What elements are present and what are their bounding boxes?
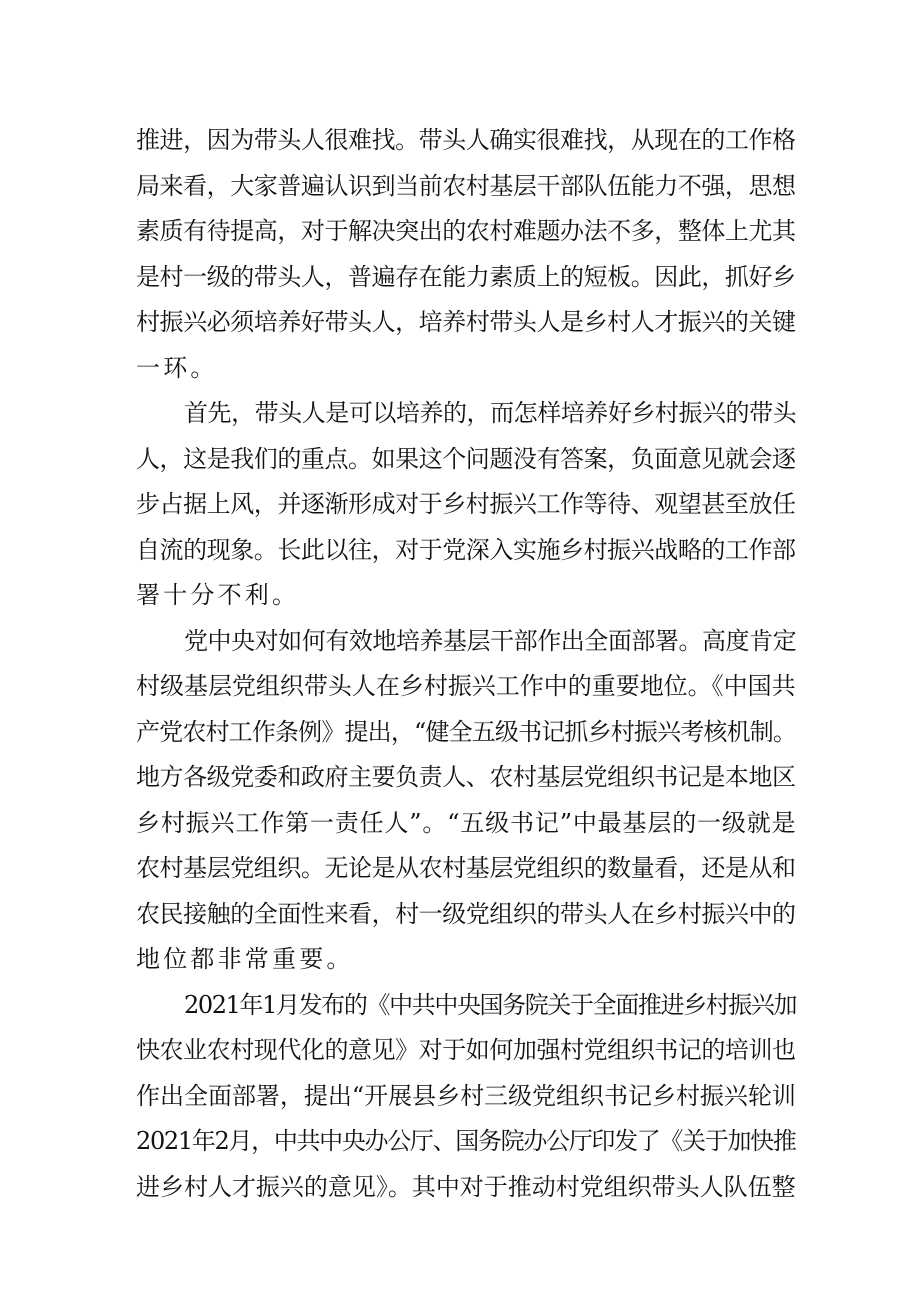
text-line: 乡村振兴工作第一责任人”。“五级书记”中最基层的一级就是 [136, 808, 797, 837]
text-line: 人，这是我们的重点。如果这个问题没有答案，负面意见就会逐 [136, 444, 796, 473]
text-line: 村级基层党组织带头人在乡村振兴工作中的重要地位。《中国共 [136, 672, 796, 700]
text-line: 步占据上风，并逐渐形成对于乡村振兴工作等待、观望甚至放任 [136, 490, 796, 518]
paragraph [136, 983, 796, 1211]
text-line: 党中央对如何有效地培养基层干部作出全面部署。高度肯定 [184, 626, 797, 655]
text-line: 自流的现象。长此以往，对于党深入实施乡村振兴战略的工作部 [136, 535, 796, 564]
paragraph [136, 619, 796, 983]
text-line: 是村一级的带头人，普遍存在能力素质上的短板。因此，抓好乡 [136, 262, 796, 291]
text-line: 署十分不利。 [136, 581, 300, 609]
text-line: 局来看，大家普遍认识到当前农村基层干部队伍能力不强，思想 [136, 171, 796, 200]
paragraph [136, 391, 796, 619]
paragraph [136, 118, 796, 391]
text-line: 2021年2月，中共中央办公厅、国务院办公厅印发了《关于加快推 [136, 1127, 796, 1155]
text-line: 农村基层党组织。无论是从农村基层党组织的数量看，还是从和 [136, 854, 796, 882]
text-line: 推进，因为带头人很难找。带头人确实很难找，从现在的工作格 [136, 126, 796, 154]
text-line: 一环。 [136, 353, 218, 382]
document-body [136, 118, 796, 1210]
text-line: 地位都非常重要。 [136, 945, 354, 973]
text-line: 首先，带头人是可以培养的，而怎样培养好乡村振兴的带头 [184, 399, 797, 427]
text-line: 农民接触的全面性来看，村一级党组织的带头人在乡村振兴中的 [136, 899, 796, 928]
text-line: 2021年1月发布的《中共中央国务院关于全面推进乡村振兴加 [184, 990, 797, 1019]
text-line: 作出全面部署，提出“开展县乡村三级党组织书记乡村振兴轮训 [136, 1081, 796, 1110]
text-line: 村振兴必须培养好带头人，培养村带头人是乡村人才振兴的关键 [136, 308, 796, 336]
text-line: 地方各级党委和政府主要负责人、农村基层党组织书记是本地区 [136, 763, 796, 791]
text-line: 产党农村工作条例》提出，“健全五级书记抓乡村振兴考核机制。 [136, 717, 797, 746]
text-line: 素质有待提高，对于解决突出的农村难题办法不多，整体上尤其 [136, 217, 796, 245]
text-line: 进乡村人才振兴的意见》。其中对于推动村党组织带头人队伍整 [136, 1172, 796, 1201]
text-line: 快农业农村现代化的意见》对于如何加强村党组织书记的培训也 [136, 1036, 796, 1064]
